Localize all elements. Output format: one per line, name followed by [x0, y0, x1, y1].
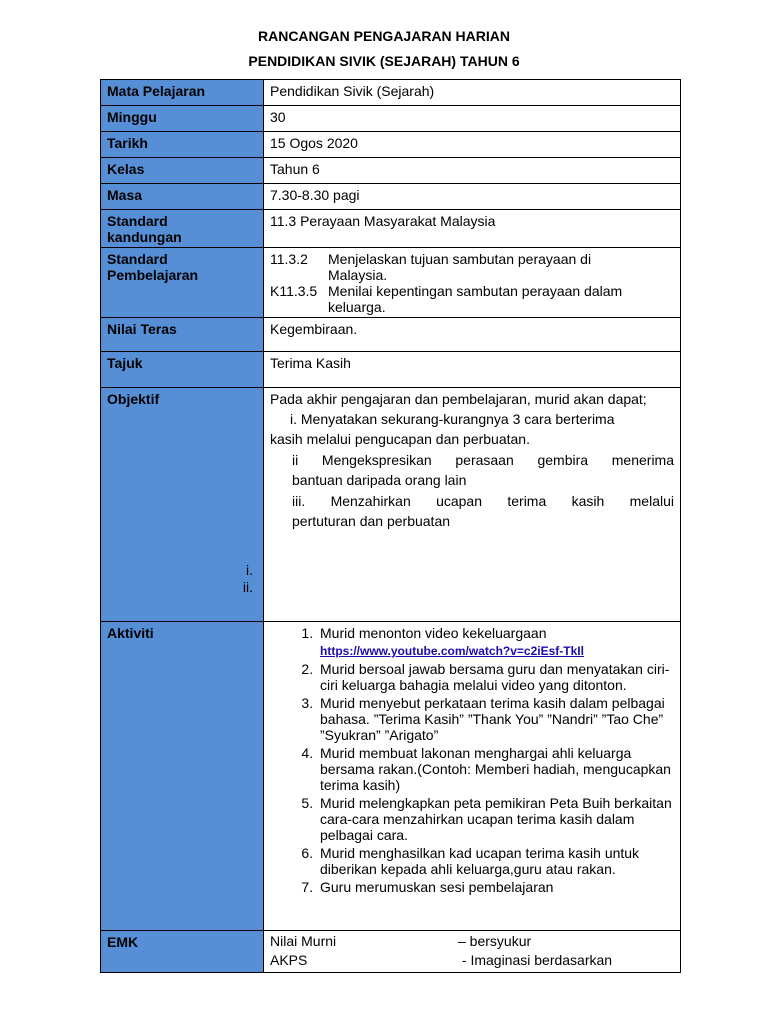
sp-item-2-code: K11.3.5	[270, 283, 318, 299]
activity-item: 2. Murid bersoal jawab bersama guru dan menyatakan ciri-ciri keluarga bahagia melalui video yang ditonton.	[317, 661, 674, 693]
value-emk	[264, 931, 681, 973]
value-standard-pembelajaran	[264, 248, 681, 318]
document-subtitle: PENDIDIKAN SIVIK (SEJARAH) TAHUN 6	[248, 53, 520, 69]
row-aktiviti	[101, 622, 681, 931]
value-tarikh: 15 Ogos 2020	[264, 132, 681, 158]
activity-text: Murid menonton video kekeluargaan	[320, 625, 547, 641]
row-kelas	[101, 158, 681, 184]
row-nilai-teras	[101, 318, 681, 352]
emk-value-2: - Imaginasi berdasarkan	[458, 952, 613, 968]
activity-item	[317, 625, 674, 659]
activity-item: 4. Murid membuat lakonan menghargai ahli keluarga bersama rakan.(Contoh: Memberi hadiah, mengucapkan terima kasih)	[317, 745, 674, 793]
sp-item-1-code: 11.3.2	[270, 251, 308, 267]
lesson-plan-table	[100, 79, 681, 973]
label-tarikh: Tarikh	[101, 132, 264, 158]
sp-item-2	[270, 283, 674, 299]
value-tajuk: Terima Kasih	[264, 352, 681, 388]
label-objektif	[101, 388, 264, 622]
objektif-3: iii. Menzahirkan ucapan terima kasih melalui	[292, 493, 674, 509]
value-nilai-teras: Kegembiraan.	[264, 318, 681, 352]
sp-item-1-cont: Malaysia.	[328, 267, 388, 283]
roman-list	[243, 562, 253, 596]
emk-row-1	[270, 932, 674, 951]
row-emk	[101, 931, 681, 973]
label-masa: Masa	[101, 184, 264, 210]
label-minggu: Minggu	[101, 106, 264, 132]
label-line: Standard	[107, 213, 168, 229]
objektif-1-cont: kasih melalui pengucapan dan perbuatan.	[270, 431, 530, 447]
document-title: RANCANGAN PENGAJARAN HARIAN	[257, 28, 510, 44]
sp-item-1	[270, 251, 674, 267]
label-standard-pembelajaran	[101, 248, 264, 318]
label-objektif-text: Objektif	[107, 391, 160, 407]
emk-value-1: – bersyukur	[458, 933, 532, 949]
value-mata-pelajaran: Pendidikan Sivik (Sejarah)	[264, 80, 681, 106]
row-standard-kandungan	[101, 210, 681, 248]
label-line: kandungan	[107, 229, 182, 245]
emk-key-1: Nilai Murni	[270, 933, 337, 949]
label-standard-kandungan	[101, 210, 264, 248]
sp-item-2-cont: keluarga.	[328, 299, 386, 315]
objektif-2: ii Mengekspresikan perasaan gembira menerima	[292, 452, 674, 468]
emk-key-2: AKPS	[270, 952, 308, 968]
row-standard-pembelajaran	[101, 248, 681, 318]
activity-item: 7. Guru merumuskan sesi pembelajaran	[317, 879, 674, 895]
row-objektif	[101, 388, 681, 622]
label-line: Pembelajaran	[107, 267, 199, 283]
label-aktiviti: Aktiviti	[101, 622, 264, 931]
value-minggu: 30	[264, 106, 681, 132]
sp-item-1-text: Menjelaskan tujuan sambutan perayaan di	[328, 251, 592, 267]
roman-ii: ii.	[242, 579, 253, 595]
label-mata-pelajaran: Mata Pelajaran	[101, 80, 264, 106]
value-masa: 7.30-8.30 pagi	[264, 184, 681, 210]
activity-item: 3. Murid menyebut perkataan terima kasih dalam pelbagai bahasa. ”Terima Kasih” ”Thank You” ”Nandri” ”Tao Che” ”Syukran” ”Arigato”	[317, 695, 674, 743]
label-nilai-teras: Nilai Teras	[101, 318, 264, 352]
label-emk: EMK	[101, 931, 264, 973]
label-kelas: Kelas	[101, 158, 264, 184]
value-objektif	[264, 388, 681, 622]
objektif-intro: Pada akhir pengajaran dan pembelajaran, murid akan dapat;	[270, 391, 647, 407]
roman-i: i.	[246, 562, 253, 578]
value-aktiviti	[264, 622, 681, 931]
sp-item-2-text: Menilai kepentingan sambutan perayaan dalam	[328, 283, 623, 299]
emk-row-2	[270, 951, 674, 970]
row-mata-pelajaran	[101, 80, 681, 106]
activity-list	[270, 625, 674, 895]
label-tajuk: Tajuk	[101, 352, 264, 388]
row-masa	[101, 184, 681, 210]
label-line: Standard	[107, 251, 168, 267]
row-tajuk	[101, 352, 681, 388]
youtube-link[interactable]: https://www.youtube.com/watch?v=c2iEsf-TkIl	[320, 644, 584, 658]
row-tarikh	[101, 132, 681, 158]
objektif-1: i. Menyatakan sekurang-kurangnya 3 cara berterima	[290, 411, 615, 427]
objektif-3-cont: pertuturan dan perbuatan	[292, 513, 451, 529]
value-kelas: Tahun 6	[264, 158, 681, 184]
objektif-2-cont: bantuan daripada orang lain	[292, 472, 467, 488]
activity-item: 6. Murid menghasilkan kad ucapan terima kasih untuk diberikan kepada ahli keluarga,guru atau rakan.	[317, 845, 674, 877]
row-minggu	[101, 106, 681, 132]
value-standard-kandungan: 11.3 Perayaan Masyarakat Malaysia	[264, 210, 681, 248]
activity-item: 5. Murid melengkapkan peta pemikiran Peta Buih berkaitan cara-cara menzahirkan ucapan terima kasih dalam pelbagai cara.	[317, 795, 674, 843]
